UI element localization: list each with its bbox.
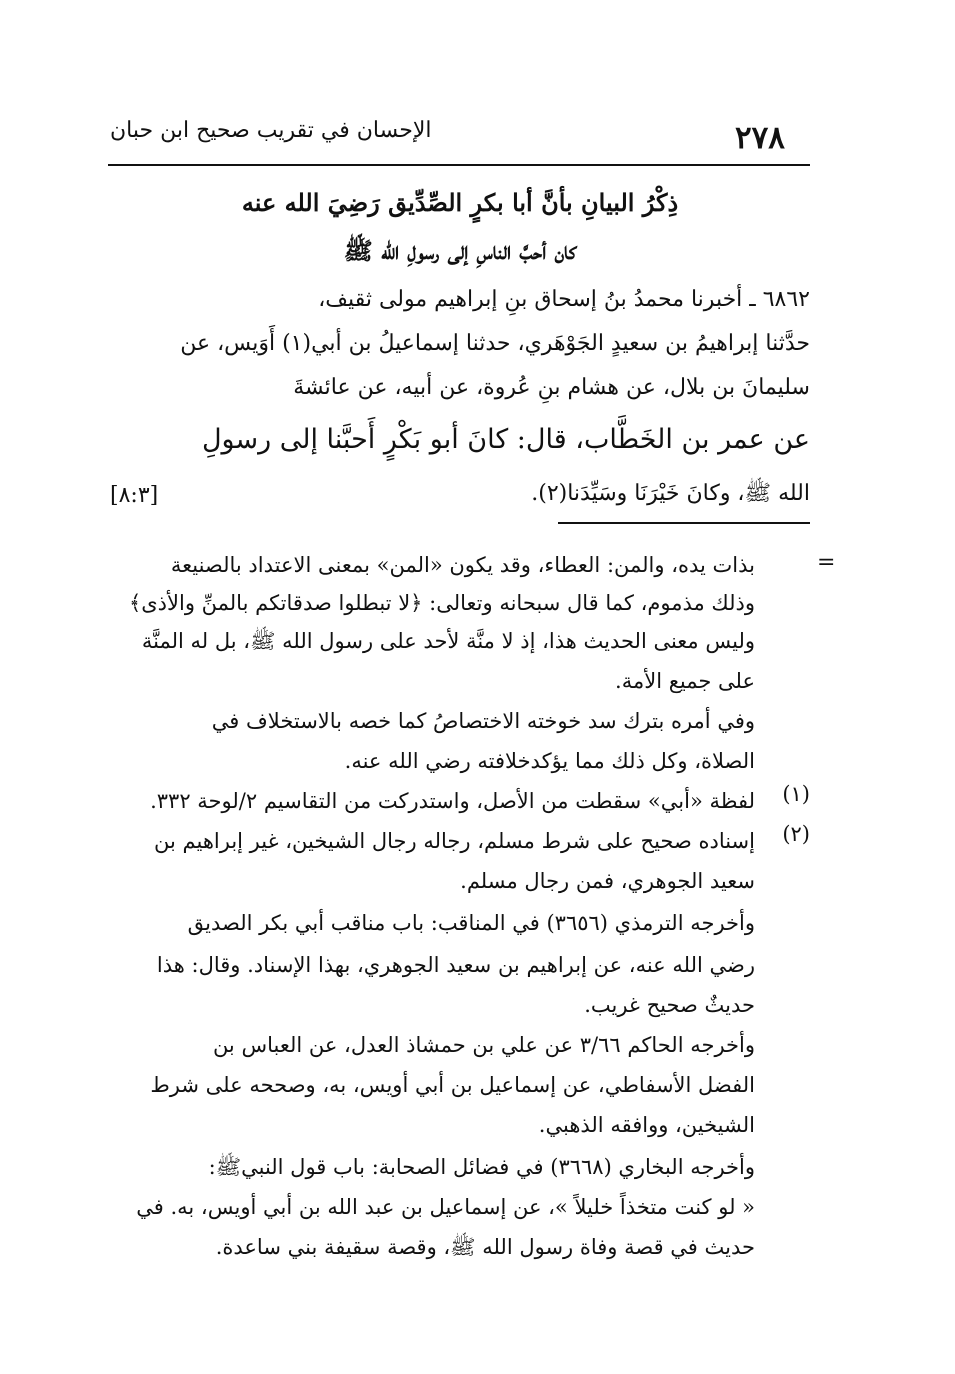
- footnote-line: الصلاة، وكل ذلك مما يؤكدخلافته رضي الله عنه.: [344, 749, 755, 773]
- footnote-continuation-mark: =: [817, 550, 836, 575]
- hadith-line: عن عمر بن الخَطَّاب، قال: كانَ أبو بَكْرٍ أَحبَّنا إلى رسولِ: [201, 424, 810, 455]
- footnote-line: الشيخين، ووافقه الذهبي.: [538, 1113, 755, 1137]
- footnote-line: وأخرجه الحاكم ٣/٦٦ عن علي بن حمشاذ العدل، عن العباس بن: [212, 1033, 755, 1057]
- footnote-line: سعيد الجوهري، فمن رجال مسلم.: [460, 869, 755, 893]
- chapter-title-line-1: ذِكْرُ البيانِ بأنَّ أبا بكرٍ الصِّدِّيق رَضِيَ الله عنه: [241, 188, 679, 217]
- hadith-line: الله ﷺ، وكانَ خَيْرَنَا وسَيِّدَنا(٢).: [531, 481, 810, 506]
- footnote-line: حديثٌ صحيح غريب.: [584, 993, 755, 1017]
- footnote-line: بذات يده، والمن: العطاء، وقد يكون «المن» بمعنى الاعتداد بالصنيعة: [170, 553, 755, 577]
- footnote-line: وأخرجه الترمذي (٣٦٥٦) في المناقب: باب مناقب أبي بكر الصديق: [187, 911, 755, 935]
- footnote-line: حديث في قصة وفاة رسول الله ﷺ، وقصة سقيفة بني ساعدة.: [215, 1235, 755, 1259]
- footnote-line: الفضل الأسفاطي، عن إسماعيل بن أبي أويس، به، وصححه على شرط: [150, 1073, 755, 1097]
- footnote-number: (١): [782, 782, 810, 806]
- footnote-number: (٢): [782, 822, 810, 846]
- footnote-line: وأخرجه البخاري (٣٦٦٨) في فضائل الصحابة: باب قول النبيﷺ:: [208, 1155, 755, 1179]
- hadith-line: ٦٨٦٢ ـ أخبرنا محمدُ بنُ إسحاق بنِ إبراهيم مولى ثقيف،: [318, 287, 810, 312]
- footnote-line: وليس معنى الحديث هذا، إذ لا منَّة لأحد على رسول الله ﷺ، بل له المنَّة: [141, 629, 755, 653]
- hadith-line: حدَّثنا إبراهيمُ بن سعيدٍ الجَوْهَري، حدثنا إسماعيلُ بن أبي(١) أَوَيس، عن: [180, 331, 810, 356]
- footnote-line: لفظة «أبي» سقطت من الأصل، واستدركت من التقاسيم ٢/لوحة ٣٣٢.: [150, 789, 755, 813]
- footnote-line: رضي الله عنه، عن إبراهيم بن سعيد الجوهري، بهذا الإسناد. وقال: هذا: [156, 953, 755, 977]
- hadith-reference: [٨:٣]: [110, 483, 159, 508]
- chapter-title-line-2: كان أحبَّ الناسِ إلى رسولِ الله ﷺ: [343, 236, 577, 265]
- footnote-line: « لو كنت متخذاً خليلاً »، عن إسماعيل بن عبد الله بن أبي أويس، به. في: [136, 1195, 755, 1219]
- page-number: ٢٧٨: [735, 120, 785, 156]
- footnote-line: على جميع الأمة.: [615, 669, 755, 693]
- running-book-title: الإحسان في تقريب صحيح ابن حبان: [110, 118, 432, 143]
- footnote-divider: [558, 522, 810, 524]
- footnote-line: إسناده صحيح على شرط مسلم، رجاله رجال الشيخين، غير إبراهيم بن: [154, 829, 755, 853]
- footnote-line: وذلك مذموم، كما قال سبحانه وتعالى: ﴿لا تبطلوا صدقاتكم بالمنِّ والأذى﴾: [128, 591, 755, 615]
- hadith-line: سليمانَ بن بلال، عن هشام بنِ عُروة، عن أبيه، عن عائشةَ: [293, 375, 810, 400]
- header-divider: [108, 164, 810, 166]
- footnote-line: وفي أمره بترك سد خوخته الاختصاصُ كما خصه بالاستخلاف في: [211, 709, 755, 733]
